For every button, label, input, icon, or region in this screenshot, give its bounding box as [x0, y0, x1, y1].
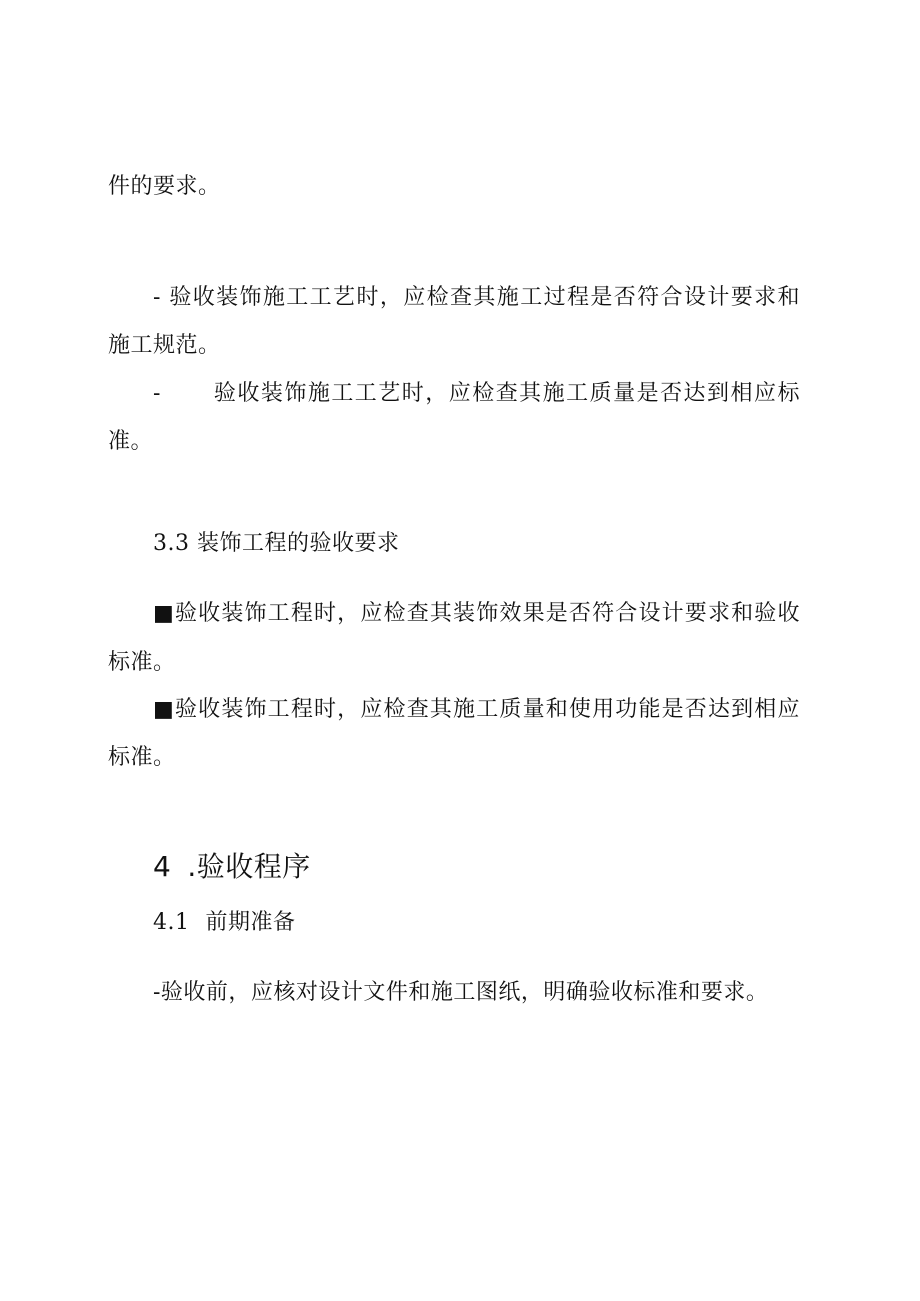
square-bullet: ■ — [153, 601, 175, 626]
list-item-continuation: 标准。 — [108, 745, 176, 770]
list-item-text: 验收装饰施工工艺时，应检查其施工质量是否达到相应标 — [212, 381, 800, 406]
dash-bullet: - — [153, 285, 161, 310]
subsection-number: 4.1 — [153, 910, 190, 935]
list-item-line — [153, 599, 800, 629]
list-item-line — [153, 695, 800, 725]
subsection-title: 前期准备 — [205, 910, 296, 935]
square-bullet: ■ — [153, 697, 175, 722]
section-number: 4 — [153, 850, 172, 883]
list-item-continuation: 标准。 — [108, 650, 176, 675]
list-item-text: 验收装饰工程时，应检查其施工质量和使用功能是否达到相应 — [174, 697, 800, 722]
list-item-line — [153, 379, 800, 409]
dash-bullet: - — [153, 381, 161, 406]
list-item-text: 验收装饰工程时，应检查其装饰效果是否符合设计要求和验收 — [174, 601, 800, 626]
list-item-continuation: 施工规范。 — [108, 333, 221, 358]
list-item-continuation: 准。 — [108, 429, 154, 454]
section-heading-4 — [153, 849, 311, 885]
list-item-text: 验收装饰施工工艺时，应检查其施工过程是否符合设计要求和 — [160, 285, 800, 310]
paragraph-continuation: 件的要求。 — [108, 174, 221, 199]
section-heading-3-3: 3.3 装饰工程的验收要求 — [153, 531, 400, 556]
list-item-line: -验收前，应核对设计文件和施工图纸，明确验收标准和要求。 — [153, 980, 769, 1005]
subsection-heading-4-1 — [153, 908, 296, 938]
section-title: .验收程序 — [187, 850, 311, 883]
list-item-line — [153, 283, 800, 313]
